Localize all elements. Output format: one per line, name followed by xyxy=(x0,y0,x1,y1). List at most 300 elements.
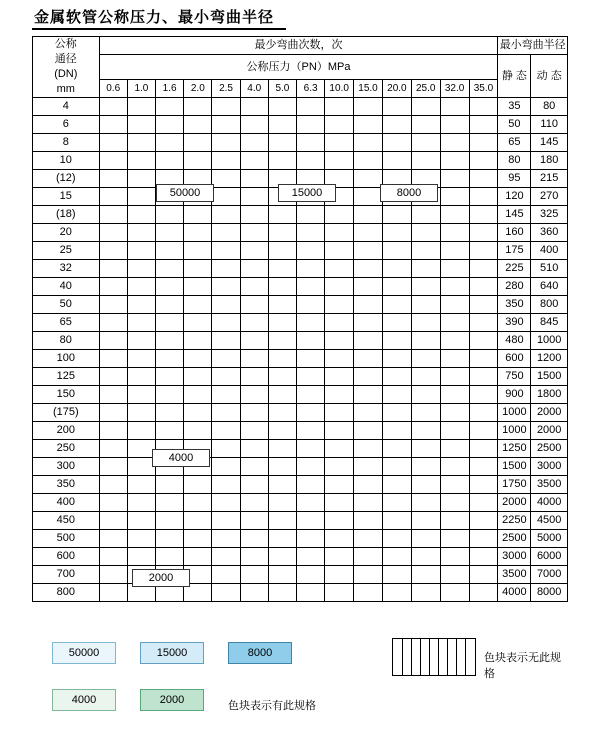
spec-cell xyxy=(184,296,212,314)
spec-cell xyxy=(184,98,212,116)
pressure-col-header: 32.0 xyxy=(440,80,469,98)
static-radius-value: 35 xyxy=(498,98,531,116)
dynamic-radius-value: 845 xyxy=(531,314,568,332)
spec-cell xyxy=(382,440,411,458)
dynamic-radius-value: 1200 xyxy=(531,350,568,368)
spec-cell xyxy=(99,386,127,404)
spec-cell xyxy=(240,440,268,458)
legend-color-note: 色块表示有此规格 xyxy=(228,700,316,712)
spec-cell xyxy=(411,116,440,134)
table-row xyxy=(33,314,568,332)
dn-value: 10 xyxy=(33,152,100,170)
spec-cell xyxy=(411,566,440,584)
spec-cell xyxy=(325,98,354,116)
spec-cell xyxy=(382,350,411,368)
spec-cell xyxy=(127,278,155,296)
dn-value: 200 xyxy=(33,422,100,440)
dn-header-line-1: 公称 xyxy=(54,38,77,50)
spec-cell xyxy=(440,206,469,224)
spec-cell xyxy=(268,332,296,350)
spec-cell xyxy=(156,224,184,242)
spec-cell xyxy=(99,314,127,332)
spec-cell xyxy=(325,350,354,368)
spec-cell xyxy=(297,116,325,134)
spec-cell xyxy=(240,98,268,116)
pressure-col-header: 1.0 xyxy=(127,80,155,98)
spec-cell xyxy=(212,170,240,188)
spec-cell xyxy=(99,548,127,566)
dynamic-header: 动 态 xyxy=(531,55,568,98)
spec-cell xyxy=(325,512,354,530)
spec-cell xyxy=(127,224,155,242)
dynamic-radius-value: 6000 xyxy=(531,548,568,566)
spec-cell xyxy=(382,458,411,476)
spec-cell xyxy=(268,566,296,584)
spec-cell xyxy=(440,116,469,134)
spec-cell xyxy=(297,296,325,314)
spec-cell xyxy=(411,386,440,404)
dn-value: 32 xyxy=(33,260,100,278)
static-radius-value: 390 xyxy=(498,314,531,332)
table-row xyxy=(33,422,568,440)
static-radius-value: 750 xyxy=(498,368,531,386)
spec-cell xyxy=(469,116,498,134)
spec-cell xyxy=(212,98,240,116)
page-title: 金属软管公称压力、最小弯曲半径 xyxy=(34,8,275,26)
spec-cell xyxy=(240,386,268,404)
spec-cell xyxy=(268,458,296,476)
spec-cell xyxy=(354,548,383,566)
spec-cell xyxy=(240,278,268,296)
spec-cell xyxy=(184,494,212,512)
static-radius-value: 50 xyxy=(498,116,531,134)
dynamic-radius-value: 5000 xyxy=(531,530,568,548)
spec-cell xyxy=(382,512,411,530)
spec-cell xyxy=(212,386,240,404)
spec-cell xyxy=(127,422,155,440)
static-radius-value: 145 xyxy=(498,206,531,224)
spec-cell xyxy=(184,548,212,566)
dynamic-radius-value: 3000 xyxy=(531,458,568,476)
spec-cell xyxy=(268,242,296,260)
spec-cell xyxy=(440,566,469,584)
spec-cell xyxy=(411,296,440,314)
spec-cell xyxy=(127,530,155,548)
spec-cell xyxy=(184,224,212,242)
spec-cell xyxy=(127,476,155,494)
static-radius-value: 600 xyxy=(498,350,531,368)
spec-cell xyxy=(156,476,184,494)
spec-cell xyxy=(297,134,325,152)
dn-value: 20 xyxy=(33,224,100,242)
spec-cell xyxy=(156,296,184,314)
spec-cell xyxy=(184,476,212,494)
dynamic-radius-value: 3500 xyxy=(531,476,568,494)
dynamic-radius-value: 8000 xyxy=(531,584,568,602)
spec-cell xyxy=(99,350,127,368)
table-row xyxy=(33,440,568,458)
spec-cell xyxy=(354,512,383,530)
spec-cell xyxy=(297,404,325,422)
spec-cell xyxy=(354,422,383,440)
dynamic-radius-value: 215 xyxy=(531,170,568,188)
spec-cell xyxy=(297,458,325,476)
spec-cell xyxy=(411,458,440,476)
dynamic-radius-value: 110 xyxy=(531,116,568,134)
spec-cell xyxy=(99,440,127,458)
spec-cell xyxy=(212,332,240,350)
spec-cell xyxy=(469,458,498,476)
spec-cell xyxy=(212,422,240,440)
legend-swatch: 4000 xyxy=(52,689,116,711)
spec-cell xyxy=(240,332,268,350)
spec-cell xyxy=(382,494,411,512)
spec-cell xyxy=(325,404,354,422)
spec-cell xyxy=(382,134,411,152)
spec-cell xyxy=(440,170,469,188)
spec-cell xyxy=(240,404,268,422)
spec-cell xyxy=(268,530,296,548)
spec-cell xyxy=(382,152,411,170)
spec-cell xyxy=(268,584,296,602)
dynamic-radius-value: 180 xyxy=(531,152,568,170)
spec-cell xyxy=(240,134,268,152)
spec-cell xyxy=(212,116,240,134)
spec-cell xyxy=(297,440,325,458)
static-radius-value: 350 xyxy=(498,296,531,314)
spec-cell xyxy=(382,116,411,134)
spec-cell xyxy=(440,440,469,458)
spec-cell xyxy=(156,494,184,512)
spec-cell xyxy=(297,566,325,584)
spec-cell xyxy=(212,242,240,260)
static-radius-value: 2000 xyxy=(498,494,531,512)
spec-cell xyxy=(354,458,383,476)
header-row-3 xyxy=(33,80,568,98)
dynamic-radius-value: 510 xyxy=(531,260,568,278)
spec-cell xyxy=(99,404,127,422)
table-row xyxy=(33,152,568,170)
spec-cell xyxy=(212,188,240,206)
spec-cell xyxy=(440,584,469,602)
spec-cell xyxy=(268,278,296,296)
spec-cell xyxy=(354,476,383,494)
spec-cell xyxy=(382,566,411,584)
spec-cell xyxy=(212,512,240,530)
spec-cell xyxy=(354,278,383,296)
spec-cell xyxy=(354,566,383,584)
spec-cell xyxy=(297,512,325,530)
static-radius-value: 1000 xyxy=(498,404,531,422)
spec-cell xyxy=(469,98,498,116)
table-row xyxy=(33,134,568,152)
dn-value: 300 xyxy=(33,458,100,476)
table-row xyxy=(33,494,568,512)
spec-cell xyxy=(411,260,440,278)
spec-cell xyxy=(382,530,411,548)
spec-cell xyxy=(184,386,212,404)
spec-cell xyxy=(268,296,296,314)
spec-cell xyxy=(240,566,268,584)
dn-header-cell xyxy=(33,37,100,98)
spec-cell xyxy=(325,116,354,134)
spec-cell xyxy=(127,260,155,278)
spec-cell xyxy=(297,530,325,548)
spec-cell xyxy=(156,332,184,350)
pressure-col-header: 2.5 xyxy=(212,80,240,98)
spec-cell xyxy=(268,314,296,332)
dynamic-radius-value: 325 xyxy=(531,206,568,224)
spec-cell xyxy=(99,278,127,296)
dynamic-radius-value: 360 xyxy=(531,224,568,242)
dn-value: (12) xyxy=(33,170,100,188)
spec-cell xyxy=(184,242,212,260)
pressure-col-header: 6.3 xyxy=(297,80,325,98)
dynamic-radius-value: 400 xyxy=(531,242,568,260)
spec-cell xyxy=(440,332,469,350)
spec-cell xyxy=(382,260,411,278)
spec-cell xyxy=(127,512,155,530)
spec-cell xyxy=(212,134,240,152)
spec-cell xyxy=(127,152,155,170)
spec-cell xyxy=(212,566,240,584)
legend-hatch-swatch xyxy=(392,638,476,676)
dn-value: 600 xyxy=(33,548,100,566)
spec-cell xyxy=(297,368,325,386)
spec-cell xyxy=(411,314,440,332)
spec-cell xyxy=(99,530,127,548)
spec-cell xyxy=(440,458,469,476)
static-radius-value: 4000 xyxy=(498,584,531,602)
spec-cell xyxy=(325,368,354,386)
table-row xyxy=(33,98,568,116)
spec-cell xyxy=(354,314,383,332)
dn-value: 25 xyxy=(33,242,100,260)
spec-cell xyxy=(156,512,184,530)
spec-cell xyxy=(240,188,268,206)
spec-cell xyxy=(469,512,498,530)
dn-value: 65 xyxy=(33,314,100,332)
static-radius-value: 1000 xyxy=(498,422,531,440)
spec-cell xyxy=(354,224,383,242)
spec-cell xyxy=(411,512,440,530)
spec-cell xyxy=(268,206,296,224)
spec-cell xyxy=(411,368,440,386)
spec-cell xyxy=(354,98,383,116)
spec-cell xyxy=(411,440,440,458)
spec-cell xyxy=(212,494,240,512)
spec-cell xyxy=(240,260,268,278)
spec-cell xyxy=(325,494,354,512)
dn-value: 15 xyxy=(33,188,100,206)
spec-cell xyxy=(469,134,498,152)
spec-cell xyxy=(354,386,383,404)
spec-cell xyxy=(440,188,469,206)
dn-value: (175) xyxy=(33,404,100,422)
spec-cell xyxy=(240,548,268,566)
spec-cell xyxy=(325,242,354,260)
spec-cell xyxy=(325,332,354,350)
spec-cell xyxy=(469,368,498,386)
dn-value: 125 xyxy=(33,368,100,386)
spec-cell xyxy=(212,350,240,368)
spec-cell xyxy=(469,350,498,368)
spec-cell xyxy=(325,152,354,170)
spec-cell xyxy=(99,242,127,260)
pressure-col-header: 35.0 xyxy=(469,80,498,98)
dn-value: 100 xyxy=(33,350,100,368)
spec-cell xyxy=(469,476,498,494)
spec-cell xyxy=(354,134,383,152)
spec-cell xyxy=(99,494,127,512)
spec-cell xyxy=(268,224,296,242)
spec-cell xyxy=(440,368,469,386)
pressure-col-header: 10.0 xyxy=(325,80,354,98)
static-radius-value: 225 xyxy=(498,260,531,278)
spec-cell xyxy=(99,206,127,224)
static-radius-value: 1500 xyxy=(498,458,531,476)
table-row xyxy=(33,350,568,368)
spec-cell xyxy=(382,584,411,602)
static-radius-value: 3500 xyxy=(498,566,531,584)
spec-cell xyxy=(297,224,325,242)
spec-cell xyxy=(268,476,296,494)
dn-header-line-2: 通径 xyxy=(54,53,77,65)
spec-cell xyxy=(411,242,440,260)
static-radius-value: 3000 xyxy=(498,548,531,566)
spec-cell xyxy=(240,422,268,440)
spec-cell xyxy=(212,584,240,602)
spec-cell xyxy=(440,152,469,170)
dynamic-radius-value: 1500 xyxy=(531,368,568,386)
spec-cell xyxy=(240,476,268,494)
table-row xyxy=(33,242,568,260)
spec-cell xyxy=(325,386,354,404)
dynamic-radius-value: 1000 xyxy=(531,332,568,350)
spec-cell xyxy=(382,476,411,494)
table-row xyxy=(33,296,568,314)
spec-cell xyxy=(440,314,469,332)
spec-cell xyxy=(325,296,354,314)
spec-cell xyxy=(240,350,268,368)
table-row xyxy=(33,278,568,296)
dynamic-radius-value: 7000 xyxy=(531,566,568,584)
dn-value: 800 xyxy=(33,584,100,602)
spec-cell xyxy=(411,422,440,440)
static-radius-value: 95 xyxy=(498,170,531,188)
spec-cell xyxy=(156,530,184,548)
dynamic-radius-value: 80 xyxy=(531,98,568,116)
table-row xyxy=(33,260,568,278)
spec-cell xyxy=(411,548,440,566)
table-row xyxy=(33,368,568,386)
static-radius-value: 280 xyxy=(498,278,531,296)
spec-cell xyxy=(411,584,440,602)
spec-cell xyxy=(184,116,212,134)
spec-cell xyxy=(354,494,383,512)
spec-cell xyxy=(156,386,184,404)
spec-cell xyxy=(325,278,354,296)
spec-cell xyxy=(268,440,296,458)
spec-cell xyxy=(99,422,127,440)
dn-header-line-4: mm xyxy=(56,83,75,95)
spec-cell xyxy=(240,458,268,476)
spec-cell xyxy=(156,242,184,260)
spec-cell xyxy=(184,260,212,278)
pressure-col-header: 15.0 xyxy=(354,80,383,98)
spec-cell xyxy=(184,404,212,422)
static-radius-value: 1250 xyxy=(498,440,531,458)
dn-value: 250 xyxy=(33,440,100,458)
spec-cell xyxy=(469,188,498,206)
spec-cell xyxy=(127,296,155,314)
spec-cell xyxy=(382,278,411,296)
spec-cell xyxy=(127,188,155,206)
spec-cell xyxy=(99,188,127,206)
table-row xyxy=(33,206,568,224)
spec-cell xyxy=(325,566,354,584)
static-radius-value: 80 xyxy=(498,152,531,170)
title-underline xyxy=(32,28,286,30)
spec-cell xyxy=(382,206,411,224)
spec-cell xyxy=(354,440,383,458)
spec-cell xyxy=(440,98,469,116)
spec-cell xyxy=(268,494,296,512)
spec-cell xyxy=(127,98,155,116)
spec-cell xyxy=(99,584,127,602)
spec-cell xyxy=(127,386,155,404)
spec-cell xyxy=(212,152,240,170)
pressure-col-header: 20.0 xyxy=(382,80,411,98)
spec-cell xyxy=(240,170,268,188)
static-radius-value: 160 xyxy=(498,224,531,242)
spec-cell xyxy=(156,152,184,170)
spec-cell xyxy=(127,170,155,188)
spec-cell xyxy=(184,314,212,332)
spec-cell xyxy=(440,404,469,422)
spec-cell xyxy=(382,386,411,404)
spec-cell xyxy=(297,494,325,512)
spec-cell xyxy=(297,350,325,368)
spec-cell xyxy=(127,494,155,512)
spec-cell xyxy=(184,152,212,170)
dynamic-radius-value: 640 xyxy=(531,278,568,296)
spec-cell xyxy=(440,476,469,494)
spec-cell xyxy=(268,548,296,566)
spec-cell xyxy=(127,206,155,224)
dynamic-radius-value: 800 xyxy=(531,296,568,314)
pressure-header: 公称压力（PN）MPa xyxy=(99,55,498,80)
dn-value: 500 xyxy=(33,530,100,548)
spec-cell xyxy=(382,332,411,350)
spec-cell xyxy=(469,152,498,170)
spec-cell xyxy=(268,350,296,368)
spec-cell xyxy=(297,476,325,494)
spec-cell xyxy=(240,494,268,512)
spec-cell xyxy=(382,296,411,314)
spec-cell xyxy=(297,206,325,224)
dn-value: 4 xyxy=(33,98,100,116)
spec-cell xyxy=(156,404,184,422)
dynamic-radius-value: 4000 xyxy=(531,494,568,512)
spec-cell xyxy=(382,548,411,566)
spec-cell xyxy=(325,458,354,476)
spec-cell xyxy=(212,404,240,422)
spec-cell xyxy=(325,314,354,332)
spec-cell xyxy=(99,116,127,134)
dn-value: 450 xyxy=(33,512,100,530)
callout-label: 15000 xyxy=(278,184,336,202)
